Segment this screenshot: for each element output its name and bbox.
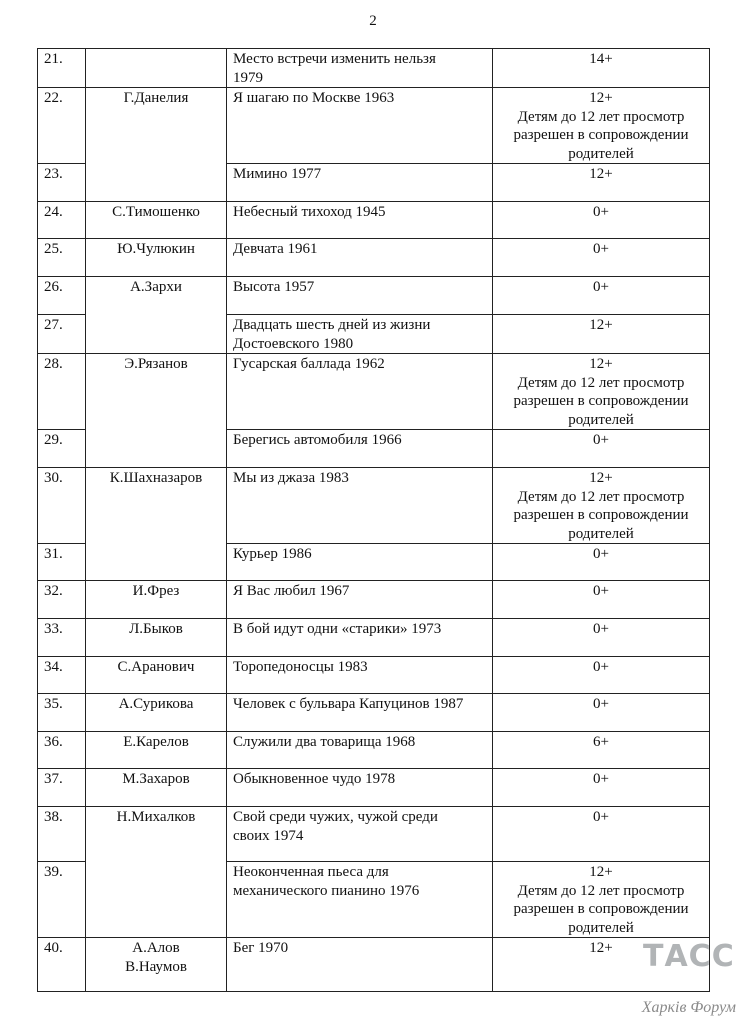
age-rating: 12+ (589, 317, 613, 333)
row-number: 40. (38, 938, 86, 992)
director-cell (86, 88, 227, 202)
age-rating: 0+ (593, 621, 609, 637)
age-rating-cell (493, 769, 710, 807)
film-title-cell (227, 862, 493, 938)
film-title-cell (227, 202, 493, 239)
age-rating-cell (493, 202, 710, 239)
film-title-line: Двадцать шесть дней из жизни (233, 317, 431, 333)
row-number: 36. (38, 732, 86, 769)
film-title-cell (227, 544, 493, 581)
director-name: С.Тимошенко (112, 204, 200, 220)
film-title-cell (227, 49, 493, 88)
film-title-line: Мы из джаза 1983 (233, 470, 349, 486)
row-number: 35. (38, 694, 86, 732)
director-name: Е.Карелов (123, 734, 189, 750)
director-name: Г.Данелия (123, 90, 189, 106)
director-cell (86, 239, 227, 277)
age-rating-cell (493, 430, 710, 468)
age-rating-cell (493, 694, 710, 732)
age-rating: 12+ (589, 470, 613, 486)
film-title-line: Человек с бульвара Капуцинов 1987 (233, 696, 464, 712)
age-rating: 12+ (589, 864, 613, 880)
parental-note-line: Детям до 12 лет просмотр (517, 882, 685, 899)
film-title-cell (227, 88, 493, 164)
age-rating: 12+ (589, 166, 613, 182)
director-name: Ю.Чулюкин (117, 241, 195, 257)
age-rating-cell (493, 544, 710, 581)
film-title-line: Обыкновенное чудо 1978 (233, 771, 396, 787)
row-number: 22. (38, 88, 86, 164)
age-rating: 0+ (593, 771, 609, 787)
film-title-cell (227, 354, 493, 430)
parental-note-line: разрешен в сопровождении (513, 127, 689, 143)
age-rating: 0+ (593, 583, 609, 599)
film-title-line: В бой идут одни «старики» 1973 (233, 621, 442, 637)
director-name: И.Фрез (132, 583, 180, 599)
row-number: 33. (38, 619, 86, 657)
film-title-line: Торопедоносцы 1983 (233, 659, 368, 675)
film-title-cell (227, 769, 493, 807)
film-title-cell (227, 430, 493, 468)
film-title-line: Высота 1957 (233, 279, 315, 295)
film-title-cell (227, 619, 493, 657)
age-rating-cell (493, 88, 710, 164)
parental-note-line: разрешен в сопровождении (513, 901, 689, 917)
age-rating-cell (493, 239, 710, 277)
film-title-line: Девчата 1961 (233, 241, 318, 257)
film-title-cell (227, 807, 493, 862)
films-table (37, 48, 710, 992)
age-rating-cell (493, 862, 710, 938)
age-rating: 14+ (589, 51, 613, 67)
table-row (38, 657, 710, 694)
film-title-line: Свой среди чужих, чужой среди (233, 809, 438, 825)
film-title-cell (227, 694, 493, 732)
age-rating: 0+ (593, 204, 609, 220)
parental-note-line: Детям до 12 лет просмотр (517, 108, 685, 125)
row-number: 25. (38, 239, 86, 277)
age-rating: 0+ (593, 696, 609, 712)
parental-note-line: родителей (568, 525, 634, 542)
director-cell (86, 277, 227, 354)
age-rating: 6+ (593, 734, 609, 750)
film-title-cell (227, 277, 493, 315)
table-row (38, 581, 710, 619)
page-number: 2 (369, 13, 377, 29)
age-rating-cell (493, 49, 710, 88)
age-rating: 12+ (589, 90, 613, 106)
age-rating-cell (493, 277, 710, 315)
table-row (38, 354, 710, 430)
film-title-line: механического пианино 1976 (233, 882, 420, 899)
director-name: Л.Быков (129, 621, 183, 637)
film-title-line: Достоевского 1980 (233, 335, 354, 352)
row-number: 23. (38, 164, 86, 202)
row-number: 31. (38, 544, 86, 581)
parental-note-line: разрешен в сопровождении (513, 507, 689, 523)
row-number: 37. (38, 769, 86, 807)
director-cell (86, 938, 227, 992)
director-name: К.Шахназаров (109, 470, 203, 486)
age-rating-cell (493, 354, 710, 430)
row-number: 24. (38, 202, 86, 239)
film-title-line: Берегись автомобиля 1966 (233, 432, 402, 448)
director-name: В.Наумов (125, 958, 187, 975)
age-rating: 0+ (593, 279, 609, 295)
film-title-cell (227, 239, 493, 277)
row-number: 29. (38, 430, 86, 468)
film-title-line: Курьер 1986 (233, 546, 312, 562)
table-row (38, 732, 710, 769)
director-cell (86, 807, 227, 938)
film-title-line: Небесный тихоход 1945 (233, 204, 386, 220)
film-title-cell (227, 164, 493, 202)
age-rating: 12+ (589, 940, 613, 956)
director-name: А.Алов (132, 940, 180, 956)
film-title-line: Я шагаю по Москве 1963 (233, 90, 395, 106)
tass-watermark: ТАСС (643, 939, 735, 974)
director-cell (86, 202, 227, 239)
director-name: С.Аранович (117, 659, 195, 675)
age-rating: 0+ (593, 432, 609, 448)
table-row (38, 239, 710, 277)
row-number: 27. (38, 315, 86, 354)
age-rating-cell (493, 732, 710, 769)
age-rating-cell (493, 619, 710, 657)
row-number: 34. (38, 657, 86, 694)
director-cell (86, 49, 227, 88)
row-number: 39. (38, 862, 86, 938)
table-row (38, 938, 710, 992)
director-name: А.Зархи (130, 279, 182, 295)
age-rating: 0+ (593, 659, 609, 675)
film-title-line: своих 1974 (233, 827, 304, 844)
table-row (38, 202, 710, 239)
age-rating: 0+ (593, 546, 609, 562)
film-title-cell (227, 468, 493, 544)
film-title-cell (227, 657, 493, 694)
parental-note-line: разрешен в сопровождении (513, 393, 689, 409)
director-name: Н.Михалков (116, 809, 196, 825)
film-title-line: Бег 1970 (233, 940, 289, 956)
age-rating-cell (493, 468, 710, 544)
director-cell (86, 581, 227, 619)
parental-note-line: родителей (568, 411, 634, 428)
age-rating: 0+ (593, 241, 609, 257)
table-row (38, 694, 710, 732)
film-title-line: Гусарская баллада 1962 (233, 356, 385, 372)
age-rating-cell (493, 315, 710, 354)
director-cell (86, 354, 227, 468)
age-rating: 12+ (589, 356, 613, 372)
film-title-line: Неоконченная пьеса для (233, 864, 389, 880)
director-name: М.Захаров (122, 771, 190, 787)
film-title-line: Мимино 1977 (233, 166, 322, 182)
film-title-line: 1979 (233, 69, 263, 86)
director-cell (86, 657, 227, 694)
table-row (38, 468, 710, 544)
film-title-line: Место встречи изменить нельзя (233, 51, 436, 67)
row-number: 28. (38, 354, 86, 430)
table-row (38, 619, 710, 657)
director-cell (86, 694, 227, 732)
film-title-cell (227, 732, 493, 769)
forum-watermark: Харків Форум (641, 999, 736, 1016)
table-row (38, 769, 710, 807)
parental-note-line: родителей (568, 145, 634, 162)
row-number: 32. (38, 581, 86, 619)
age-rating-cell (493, 581, 710, 619)
director-cell (86, 619, 227, 657)
table-row (38, 277, 710, 315)
age-rating-cell (493, 807, 710, 862)
row-number: 26. (38, 277, 86, 315)
parental-note-line: родителей (568, 919, 634, 936)
parental-note-line: Детям до 12 лет просмотр (517, 488, 685, 505)
film-title-line: Я Вас любил 1967 (233, 583, 350, 599)
age-rating: 0+ (593, 809, 609, 825)
row-number: 38. (38, 807, 86, 862)
director-name: Э.Рязанов (124, 356, 188, 372)
director-cell (86, 732, 227, 769)
table-row (38, 88, 710, 164)
film-title-cell (227, 581, 493, 619)
row-number: 21. (38, 49, 86, 88)
age-rating-cell (493, 164, 710, 202)
film-title-cell (227, 315, 493, 354)
director-cell (86, 468, 227, 581)
row-number: 30. (38, 468, 86, 544)
film-title-line: Служили два товарища 1968 (233, 734, 416, 750)
director-cell (86, 769, 227, 807)
parental-note-line: Детям до 12 лет просмотр (517, 374, 685, 391)
age-rating-cell (493, 657, 710, 694)
table-row (38, 807, 710, 862)
film-title-cell (227, 938, 493, 992)
table-row (38, 49, 710, 88)
director-name: А.Сурикова (118, 696, 194, 712)
